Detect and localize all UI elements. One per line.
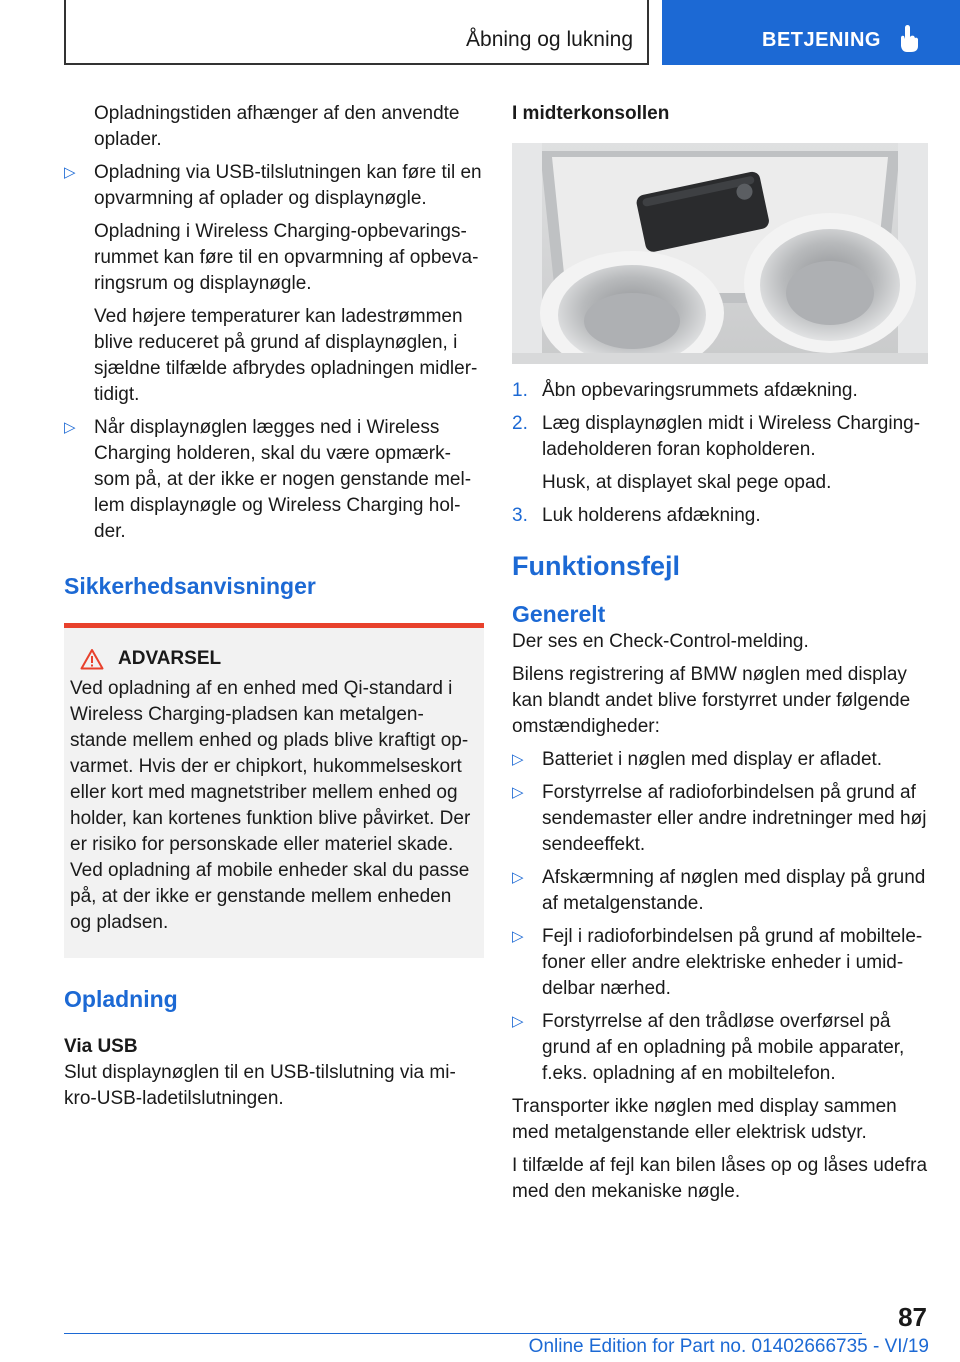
header-section-title: Åbning og lukning: [466, 28, 633, 51]
step-note: Husk, at displayet skal pege opad.: [542, 472, 832, 493]
bullet-text: Når displaynøglen lægges ned i Wireless Charging holderen, skal du være opmærk-som på, at der ikke er nogen genstande mel-lem displaynøgle og Wireless Charging hol-der.: [94, 417, 472, 542]
safety-heading: Sikkerhedsanvisninger: [64, 573, 316, 599]
paragraph: I tilfælde af fejl kan bilen låses op og låses udefra med den mekaniske nøgle.: [512, 1155, 928, 1202]
usb-subheading: Via USB: [64, 1036, 138, 1057]
warning-box: [64, 623, 484, 958]
bullet-triangle-icon: ▷: [64, 164, 76, 181]
step-number: 2.: [512, 413, 528, 434]
step-text: Luk holderens afdækning.: [542, 505, 761, 526]
general-heading: Generelt: [512, 601, 606, 627]
step-number: 3.: [512, 505, 528, 526]
warning-text: Ved opladning af en enhed med Qi-standard i Wireless Charging-pladsen kan metalgen-stande mellem enhed og plads blive kraftigt op-varmet. Hvis der er chipkort, hukommelseskort eller kort med magnetstriber mellem enhed og holder, kan kortenes funktion blive påvirket. Der er risiko for personskade eller materiel skade. Ved opladning af mobile enheder skal du passe på, at der ikke er genstande mellem enheden og pladsen.: [70, 678, 471, 933]
intro-paragraph: Opladningstiden afhænger af den anvendte oplader.: [94, 103, 460, 150]
header-section-box: [64, 0, 649, 65]
bullet-text: Fejl i radioforbindelsen på grund af mobiltele-foner eller andre elektriske enheder i umid-delbar nærhed.: [542, 926, 923, 999]
list-item: [512, 780, 930, 858]
warning-title-row: [80, 646, 474, 672]
header-chapter-tab: [662, 0, 960, 65]
bullet-triangle-icon: ▷: [512, 784, 524, 801]
list-item: [512, 865, 930, 917]
list-item: [512, 1009, 930, 1087]
warning-title: ADVARSEL: [118, 648, 222, 669]
footer-edition: Online Edition for Part no. 01402666735 - VI/19: [528, 1336, 929, 1357]
step-item: [512, 503, 930, 529]
step-item: [512, 378, 930, 404]
step-text: Åbn opbevaringsrummets afdækning.: [542, 380, 858, 401]
step-item: [512, 411, 930, 496]
list-item: [512, 747, 930, 773]
paragraph: Der ses en Check-Control-melding.: [512, 631, 809, 652]
header-chapter-title: BETJENING: [762, 29, 881, 51]
pointing-hand-icon: [898, 24, 920, 54]
center-console-photo: [512, 143, 928, 364]
right-column: [512, 101, 930, 1205]
bullet-triangle-icon: ▷: [512, 869, 524, 886]
bullet-text: Batteriet i nøglen med display er afladet.: [542, 749, 883, 770]
bullet-triangle-icon: ▷: [512, 928, 524, 945]
left-column: [64, 101, 484, 1112]
paragraph: Bilens registrering af BMW nøglen med display kan blandt andet blive forstyrret under følgende omstændigheder:: [512, 664, 911, 737]
bullet-triangle-icon: ▷: [64, 419, 76, 436]
list-item: [512, 924, 930, 1002]
page-number: 87: [898, 1302, 927, 1332]
bullet-text: Opladning via USB-tilslutningen kan føre til en opvarmning af oplader og displaynøgle.: [94, 162, 482, 209]
list-item: [64, 160, 484, 408]
charging-heading: Opladning: [64, 986, 178, 1012]
fault-heading: Funktionsfejl: [512, 551, 680, 581]
bullet-text: Ved højere temperaturer kan ladestrømmen blive reduceret på grund af displaynøglen, i sjældne tilfælde afbrydes opladningen midler-tidigt.: [94, 306, 478, 405]
footer-divider: [64, 1333, 862, 1334]
bullet-text: Forstyrrelse af den trådløse overførsel på grund af en opladning på mobile apparater, f.eks. opladning af en mobiltelefon.: [542, 1011, 905, 1084]
list-item: [64, 415, 484, 545]
step-number: 1.: [512, 380, 528, 401]
bullet-triangle-icon: ▷: [512, 1013, 524, 1030]
console-subheading: I midterkonsollen: [512, 103, 670, 124]
usb-paragraph: Slut displaynøglen til en USB-tilslutning via mi-kro-USB-ladetilslutningen.: [64, 1062, 456, 1109]
bullet-text: Afskærmning af nøglen med display på grund af metalgenstande.: [542, 867, 926, 914]
bullet-text: Opladning i Wireless Charging-opbevarings-rummet kan føre til en opvarmning af opbeva-ringsrum og displaynøgle.: [94, 221, 479, 294]
step-text: Læg displaynøglen midt i Wireless Charging-ladeholderen foran kopholderen.: [542, 413, 921, 460]
bullet-triangle-icon: ▷: [512, 751, 524, 768]
bullet-text: Forstyrrelse af radioforbindelsen på grund af sendemaster eller andre indretninger med høj sendeeffekt.: [542, 782, 927, 855]
paragraph: Transporter ikke nøglen med display sammen med metalgenstande eller elektrisk udstyr.: [512, 1096, 897, 1143]
warning-triangle-icon: [80, 648, 104, 670]
